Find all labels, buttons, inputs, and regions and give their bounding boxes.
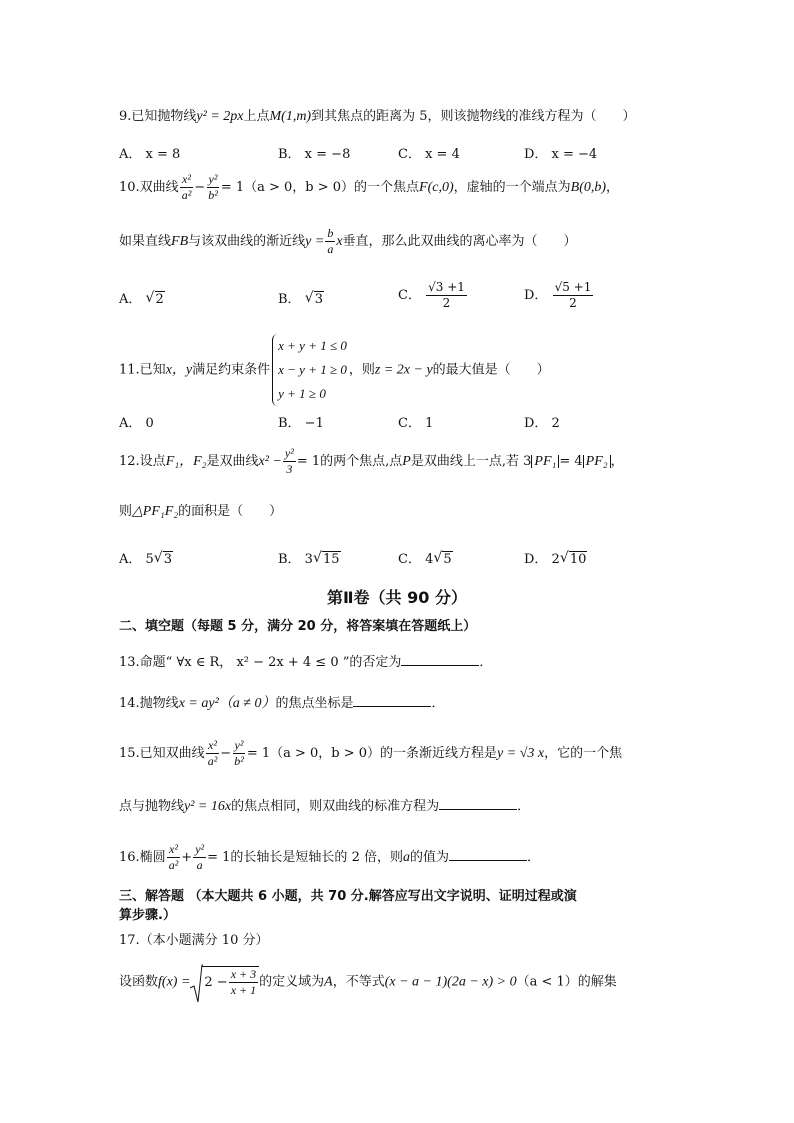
question-14: 14.抛物线x = ay²（a ≠ 0）的焦点坐标是 ． [119, 696, 445, 711]
q9-option-d: D． x = −4 [524, 147, 598, 162]
fraction: $\frac{\text{x²}}{\text{a²}}$ [181, 172, 192, 202]
question-11: 11.已知x，y满足约束条件 x + y + 1 ≤ 0 x − y + 1 ≥ 0 y + 1 ≥ 0 ，则z = 2x − y的最大值是（ ） [119, 334, 550, 406]
q11-option-a: A． 0 [119, 416, 154, 431]
q12-option-d: D． 2√ 10 [524, 548, 587, 567]
q10-option-c: C． $\frac{√3 +1}{2}$ [398, 280, 465, 310]
section3-heading: 三、解答题 （本大题共 6 小题，共 70 分.解答应写出文字说明、证明过程或演 [119, 889, 577, 904]
question-16: 16.椭圆 $\frac{\text{x²}}{\text{a²}}$ + $\frac{\text{y²}}{a}$ = 1的长轴长是短轴长的 2 倍，则a的值为 ． [119, 842, 541, 872]
fraction: $\frac{\text{x²}}{\text{a²}}$ [207, 738, 218, 768]
question-10-line2: 如果直线FB与该双曲线的渐近线y = $\frac{b}{a}$ x垂直，那么此双曲线的离心率为（ ） [119, 226, 577, 256]
q10-option-a: A． √ 2 [119, 288, 165, 307]
sqrt-expression: 2 − $\frac{x + 3}{x + 1}$ [190, 966, 259, 998]
fraction: $\frac{\text{x²}}{\text{a²}}$ [168, 842, 179, 872]
question-15: 15.已知双曲线 $\frac{\text{x²}}{\text{a²}}$ − $\frac{\text{y²}}{\text{b²}}$ = 1（a > 0，b > 0）的一条渐近线方程是y = √3 x，它的一个焦 [119, 738, 623, 768]
q10-option-b: B． √ 3 [278, 288, 324, 307]
answer-blank[interactable] [439, 797, 517, 810]
q9-option-b: B． x = −8 [278, 147, 351, 162]
answer-blank[interactable] [401, 653, 479, 666]
section2-heading: 二、填空题（每题 5 分，满分 20 分，将答案填在答题纸上） [119, 619, 477, 634]
question-12-line2: 则△PF₁F₂的面积是（ ） [119, 504, 283, 519]
q11-option-b: B． −1 [278, 416, 324, 431]
answer-blank[interactable] [449, 848, 527, 861]
question-17: 设函数f(x) = 2 − $\frac{x + 3}{x + 1}$ 的定义域为A，不等式(x − a − 1)(2a − x) > 0（a < 1）的解集 [119, 966, 617, 998]
q12-option-b: B． 3√ 15 [278, 548, 341, 567]
question-15-line2: 点与抛物线y² = 16x的焦点相同，则双曲线的标准方程为 ． [119, 799, 531, 814]
fraction: $\frac{\text{y²}}{\text{b²}}$ [208, 172, 218, 202]
fraction: $\frac{x + 3}{x + 1}$ [230, 967, 257, 997]
part2-title: 第Ⅱ卷（共 90 分） [327, 588, 467, 607]
section3-heading-cont: 算步骤.） [119, 908, 176, 923]
constraint-system: x + y + 1 ≤ 0 x − y + 1 ≥ 0 y + 1 ≥ 0 [272, 334, 347, 406]
question-9: 9.已知抛物线y² = 2px上点M(1,m)到其焦点的距离为 5，则该抛物线的准线方程为（ ） [119, 109, 636, 124]
q9-option-a: A． x = 8 [119, 147, 181, 162]
radical-sign [190, 964, 203, 1004]
q11-option-d: D． 2 [524, 416, 560, 431]
fraction: $\frac{\text{y²}}{\text{b²}}$ [234, 738, 244, 768]
question-17-header: 17.（本小题满分 10 分） [119, 933, 269, 948]
q11-option-c: C． 1 [398, 416, 434, 431]
fraction: $\frac{\text{y²}}{a}$ [195, 842, 205, 872]
q12-option-a: A． 5√ 3 [119, 548, 173, 567]
question-13: 13.命题“ ∀x ∈ R， x² − 2x + 4 ≤ 0 ”的否定为 ． [119, 655, 493, 670]
q12-option-c: C． 4√ 5 [398, 548, 453, 567]
fraction: $\frac{\text{y²}}{3}$ [284, 446, 294, 476]
q9-option-c: C． x = 4 [398, 147, 460, 162]
fraction: $\frac{b}{a}$ [327, 226, 334, 256]
question-12: 12.设点F₁，F₂是双曲线x² − $\frac{\text{y²}}{3}$ = 1的两个焦点,点P是双曲线上一点,若 3 PF₁ = 4 PF₂ ， [119, 446, 624, 476]
question-10: 10.双曲线 $\frac{\text{x²}}{\text{a²}}$ − $\frac{\text{y²}}{\text{b²}}$ = 1（a > 0，b > 0）的一个焦点F(c,0)，虚轴的一个端点为B(0,b)， [119, 172, 620, 202]
q10-option-d: D． $\frac{√5 +1}{2}$ [524, 280, 592, 310]
answer-blank[interactable] [353, 694, 431, 707]
